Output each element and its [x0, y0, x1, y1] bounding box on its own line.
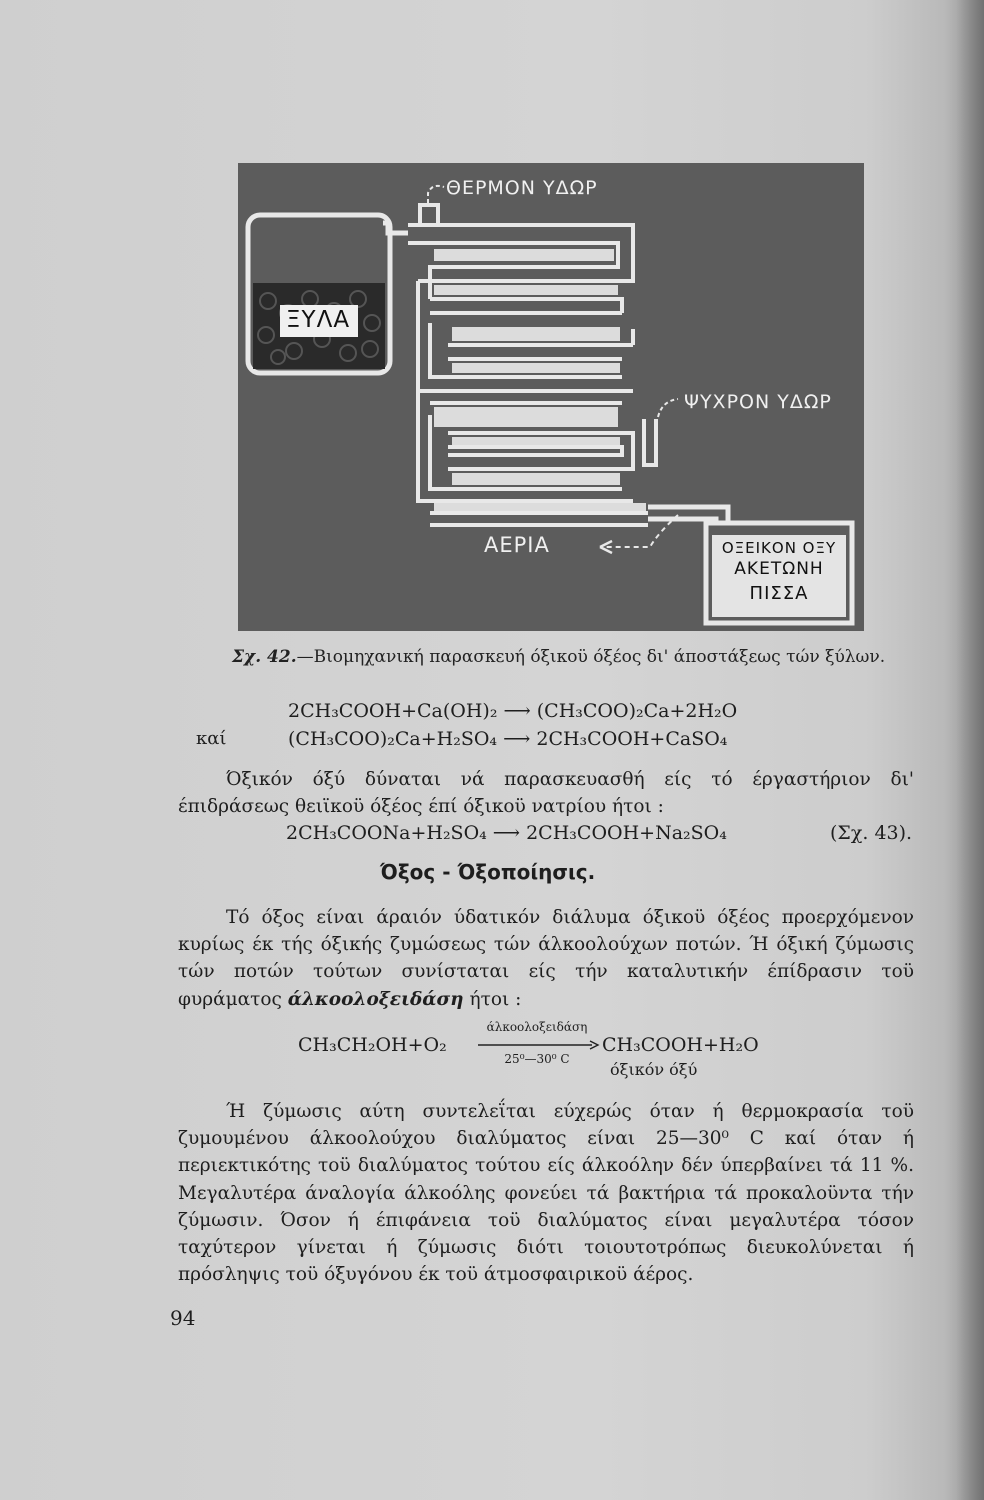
reaction-arrow: [478, 1040, 600, 1050]
figure-reference: (Σχ. 43).: [830, 822, 913, 844]
gases-label: ΑΕΡΙΑ: [484, 533, 550, 557]
reaction-conditions: 25⁰—30⁰ C: [504, 1052, 570, 1066]
caption-text: —Βιομηχανική παρασκευή όξικοϋ όξέος δι' άποστάξεως τών ξύλων.: [296, 647, 886, 667]
reaction-product-label: όξικόν όξύ: [610, 1060, 698, 1079]
cold-water-label: ΨΥΧΡΟΝ ΥΔΩΡ: [684, 391, 832, 413]
paragraph-vinegar: [178, 904, 914, 1013]
product-label-tar: ΠΙΣΣΑ: [749, 583, 809, 604]
page-number: 94: [170, 1306, 196, 1330]
page-edge-shadow: [956, 0, 984, 1500]
paragraph-lab-prep: Όξικόν όξύ δύναται νά παρασκευασθή είς τό έργαστήριον δι' έπιδράσεως θειϊκοϋ όξέος έπί όξικοϋ νατρίου ήτοι :: [178, 769, 914, 818]
paragraph-vinegar-text: Τό όξος είναι άραιόν ύδατικόν διάλυμα όξικοϋ όξέος προερχόμενον κυρίως έκ τής όξικής ζυμώσεως τών άλκοολούχων ποτών. Ή όξική ζύμωσις τών ποτών τούτων συνίσταται είς τήν καταλυτικήν έπίδρασιν τοϋ φυράματος: [178, 907, 914, 1010]
product-label-acetone: ΑΚΕΤΩΝΗ: [734, 559, 824, 579]
equation-3: 2CH₃COONa+H₂SO₄ ⟶ 2CH₃COOH+Na₂SO₄: [286, 822, 727, 844]
equation-2: (CH₃COO)₂Ca+H₂SO₄ ⟶ 2CH₃COOH+CaSO₄: [288, 728, 728, 750]
figure-caption: [232, 647, 892, 667]
hot-water-label: ΘΕΡΜΟΝ ΥΔΩΡ: [446, 177, 598, 199]
wood-label: ΞΥΛΑ: [286, 307, 351, 333]
reaction-right: CH₃COOH+H₂O: [602, 1034, 759, 1056]
distillation-figure: [238, 163, 864, 631]
and-word: καί: [196, 728, 227, 749]
paragraph-fermentation: Ή ζύμωσις αύτη συντελεΐται εύχερώς όταν ή θερμοκρασία τοϋ ζυμουμένου άλκοολούχου διαλύματος είναι 25—30⁰ C καί όταν ή περιεκτικότης τοϋ διαλύματος τούτου είς άλκοόλην δέν ύπερβαίνει τά 11 %. Μεγαλυτέρα άναλογία άλκοόλης φονεύει τά βακτήρια τά προκαλοϋντα τήν ζύμωσιν. Όσον ή έπιφάνεια τοϋ διαλύματος είναι μεγαλυτέρα τόσον ταχύτερον γίνεται ή ζύμωσις διότι τοιουτοτρόπως διευκολύνεται ή πρόσληψις τοϋ όξυγόνου έκ τοϋ άτμοσφαιρικοϋ άέρος.: [178, 1101, 914, 1286]
reaction-left: CH₃CH₂OH+O₂: [298, 1034, 447, 1056]
paragraph-vinegar-end: ήτοι :: [469, 988, 522, 1010]
fermentation-reaction: [298, 1020, 818, 1082]
caption-number: Σχ. 42.: [232, 647, 297, 667]
enzyme-name: άλκοολοξειδάση: [287, 988, 464, 1010]
reaction-enzyme: άλκοολοξειδάση: [486, 1020, 588, 1034]
section-heading: Όξος - Όξοποίησις.: [380, 860, 596, 884]
equation-1: 2CH₃COOH+Ca(OH)₂ ⟶ (CH₃COO)₂Ca+2H₂O: [288, 700, 738, 722]
condenser-tubes: [434, 249, 646, 511]
product-label-acetic-acid: ΟΞΕΙΚΟΝ ΟΞΥ: [721, 539, 837, 557]
